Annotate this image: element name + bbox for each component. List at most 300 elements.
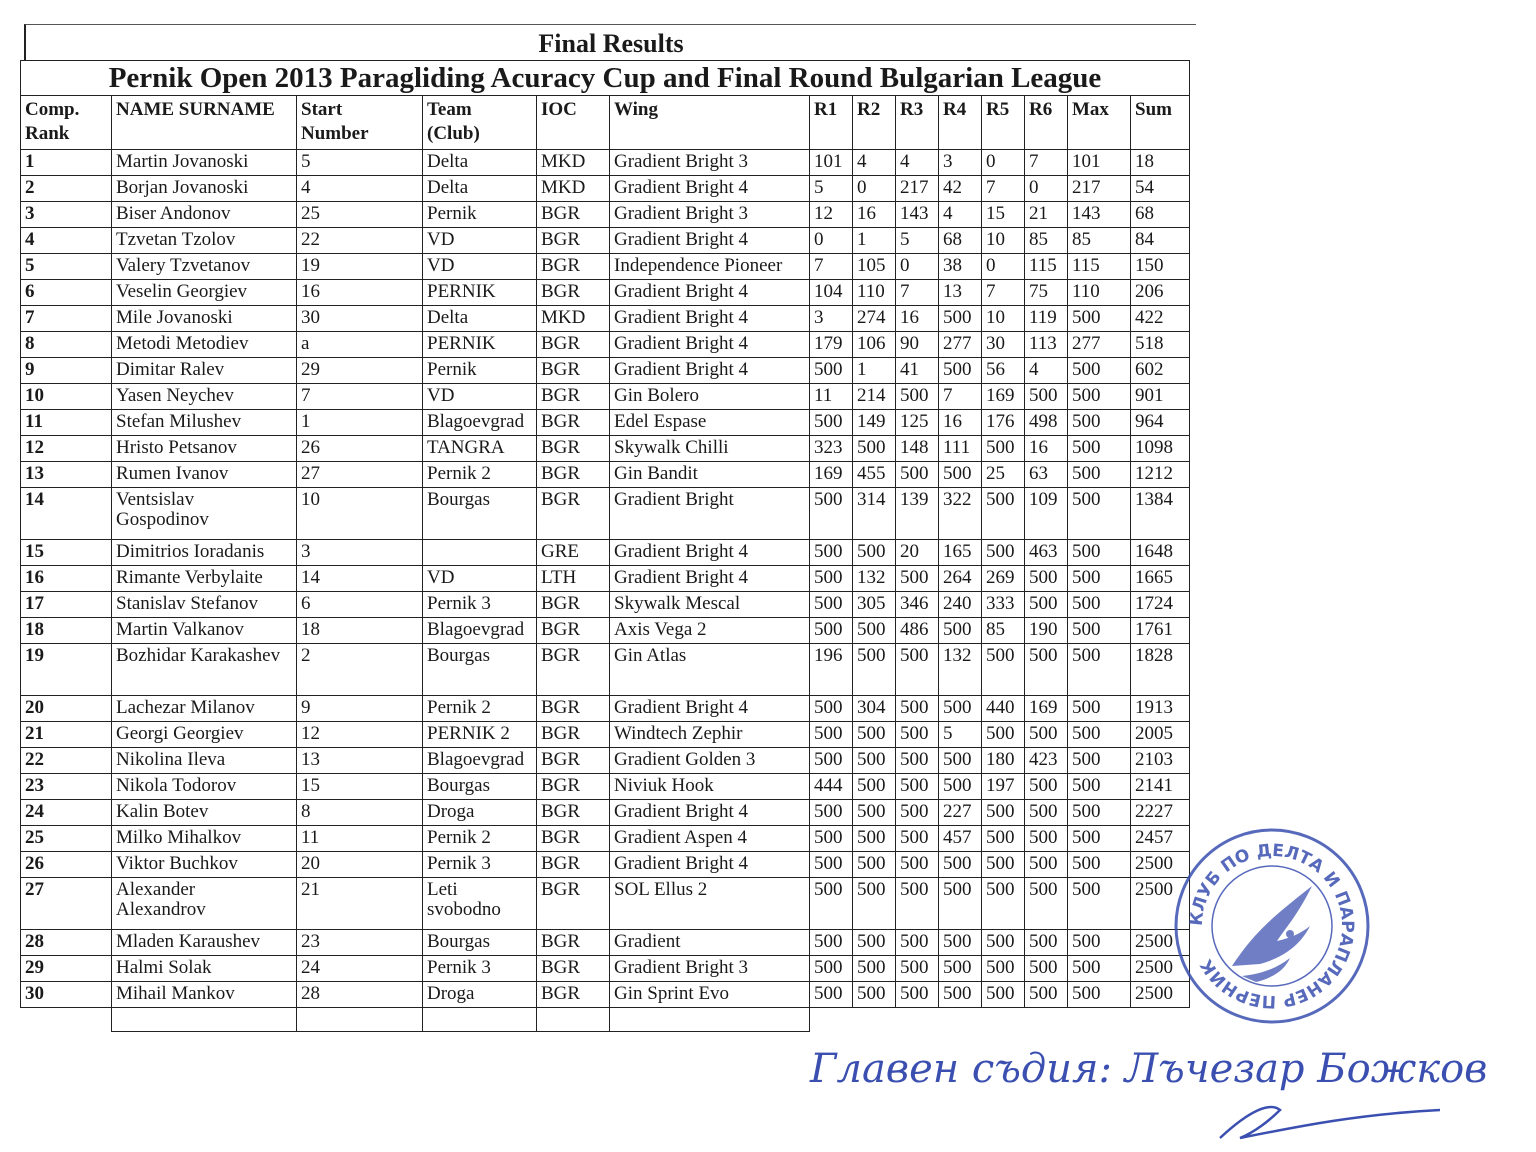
max-cell: 500 [1068,878,1131,930]
round-5-cell: 180 [982,748,1025,774]
round-3-cell: 500 [896,956,939,982]
max-cell: 500 [1068,930,1131,956]
round-4-cell: 322 [939,488,982,540]
pilot-name-cell: Stanislav Stefanov [112,592,297,618]
pilot-name-cell: Martin Valkanov [112,618,297,644]
start-number-cell: 3 [297,540,423,566]
wing-cell: Gradient Bright 4 [610,332,810,358]
table-row [21,228,1190,254]
ioc-cell: BGR [537,852,610,878]
round-4-cell: 500 [939,462,982,488]
round-2-cell: 1 [853,358,896,384]
rank-cell: 5 [21,254,112,280]
empty-cell [21,1008,112,1032]
round-1-cell: 12 [810,202,853,228]
wing-cell: Gradient [610,930,810,956]
pilot-name-cell: Mihail Mankov [112,982,297,1008]
pilot-name-cell: Dimitrios Ioradanis [112,540,297,566]
header-name: NAME SURNAME [112,96,297,150]
pilot-name-cell: Tzvetan Tzolov [112,228,297,254]
round-5-cell: 500 [982,826,1025,852]
round-6-cell: 113 [1025,332,1068,358]
pilot-name-cell: Mile Jovanoski [112,306,297,332]
table-row [21,488,1190,540]
round-1-cell: 169 [810,462,853,488]
round-6-cell: 500 [1025,722,1068,748]
sum-cell: 2500 [1131,982,1190,1008]
round-6-cell: 21 [1025,202,1068,228]
team-cell: VD [423,254,537,280]
round-1-cell: 500 [810,800,853,826]
round-2-cell: 500 [853,436,896,462]
round-5-cell: 500 [982,930,1025,956]
team-cell [423,540,537,566]
round-3-cell: 500 [896,696,939,722]
sum-cell: 18 [1131,150,1190,176]
round-2-cell: 500 [853,878,896,930]
header-r6: R6 [1025,96,1068,150]
pilot-name-cell: Metodi Metodiev [112,332,297,358]
round-1-cell: 500 [810,696,853,722]
start-number-cell: 2 [297,644,423,696]
table-row [21,540,1190,566]
ioc-cell: BGR [537,748,610,774]
round-5-cell: 500 [982,540,1025,566]
table-row [21,618,1190,644]
round-3-cell: 90 [896,332,939,358]
ioc-cell: BGR [537,774,610,800]
wing-cell: Gradient Bright [610,488,810,540]
team-cell: Droga [423,982,537,1008]
ioc-cell: BGR [537,410,610,436]
round-2-cell: 500 [853,644,896,696]
ioc-cell: BGR [537,358,610,384]
round-6-cell: 500 [1025,774,1068,800]
rank-cell: 22 [21,748,112,774]
start-number-cell: 13 [297,748,423,774]
round-6-cell: 500 [1025,930,1068,956]
team-cell: VD [423,566,537,592]
max-cell: 217 [1068,176,1131,202]
round-6-cell: 423 [1025,748,1068,774]
round-3-cell: 500 [896,384,939,410]
sum-cell: 1648 [1131,540,1190,566]
round-3-cell: 4 [896,150,939,176]
wing-cell: Independence Pioneer [610,254,810,280]
sum-cell: 1212 [1131,462,1190,488]
round-4-cell: 500 [939,696,982,722]
round-4-cell: 500 [939,306,982,332]
round-6-cell: 500 [1025,384,1068,410]
rank-cell: 2 [21,176,112,202]
round-1-cell: 323 [810,436,853,462]
start-number-cell: 8 [297,800,423,826]
team-cell: Droga [423,800,537,826]
table-row [21,176,1190,202]
round-2-cell: 110 [853,280,896,306]
round-5-cell: 500 [982,644,1025,696]
wing-cell: Gradient Bright 4 [610,852,810,878]
table-row [21,774,1190,800]
round-2-cell: 500 [853,748,896,774]
round-5-cell: 500 [982,800,1025,826]
round-3-cell: 500 [896,462,939,488]
pilot-name-cell: Borjan Jovanoski [112,176,297,202]
round-2-cell: 500 [853,722,896,748]
pilot-name-cell: Alexander Alexandrov [112,878,297,930]
wing-cell: Gradient Bright 4 [610,800,810,826]
max-cell: 500 [1068,358,1131,384]
round-5-cell: 10 [982,306,1025,332]
round-5-cell: 500 [982,436,1025,462]
pilot-name-cell: Valery Tzvetanov [112,254,297,280]
pilot-name-cell: Rimante Verbylaite [112,566,297,592]
start-number-cell: 1 [297,410,423,436]
team-cell: Pernik [423,202,537,228]
round-3-cell: 500 [896,722,939,748]
max-cell: 500 [1068,618,1131,644]
team-cell: Pernik 3 [423,956,537,982]
pilot-name-cell: Stefan Milushev [112,410,297,436]
rank-cell: 15 [21,540,112,566]
table-row [21,878,1190,930]
start-number-cell: 19 [297,254,423,280]
round-4-cell: 500 [939,878,982,930]
round-4-cell: 165 [939,540,982,566]
round-5-cell: 333 [982,592,1025,618]
table-row [21,930,1190,956]
max-cell: 500 [1068,722,1131,748]
wing-cell: Gradient Bright 4 [610,280,810,306]
round-5-cell: 7 [982,176,1025,202]
sum-cell: 2457 [1131,826,1190,852]
round-3-cell: 143 [896,202,939,228]
round-1-cell: 500 [810,748,853,774]
wing-cell: Axis Vega 2 [610,618,810,644]
round-3-cell: 500 [896,644,939,696]
sum-cell: 2500 [1131,878,1190,930]
round-6-cell: 500 [1025,592,1068,618]
max-cell: 143 [1068,202,1131,228]
round-5-cell: 500 [982,982,1025,1008]
rank-cell: 18 [21,618,112,644]
ioc-cell: BGR [537,436,610,462]
ioc-cell: BGR [537,332,610,358]
page-title: Final Results [24,24,1196,61]
ioc-cell: BGR [537,644,610,696]
round-4-cell: 500 [939,618,982,644]
start-number-cell: 6 [297,592,423,618]
round-5-cell: 500 [982,722,1025,748]
start-number-cell: 18 [297,618,423,644]
round-5-cell: 176 [982,410,1025,436]
start-number-cell: 9 [297,696,423,722]
table-row [21,202,1190,228]
round-6-cell: 16 [1025,436,1068,462]
start-number-cell: 7 [297,384,423,410]
table-row [21,410,1190,436]
max-cell: 110 [1068,280,1131,306]
round-2-cell: 4 [853,150,896,176]
max-cell: 500 [1068,800,1131,826]
header-sum: Sum [1131,96,1190,150]
rank-cell: 21 [21,722,112,748]
ioc-cell: BGR [537,826,610,852]
rank-cell: 14 [21,488,112,540]
signature-text: Главен съдия: Лъчезар Божков [810,1046,1488,1092]
start-number-cell: 14 [297,566,423,592]
rank-cell: 24 [21,800,112,826]
round-1-cell: 500 [810,488,853,540]
sum-cell: 206 [1131,280,1190,306]
round-6-cell: 500 [1025,644,1068,696]
round-3-cell: 500 [896,852,939,878]
start-number-cell: 15 [297,774,423,800]
round-1-cell: 500 [810,358,853,384]
sum-cell: 1384 [1131,488,1190,540]
rank-cell: 23 [21,774,112,800]
ioc-cell: BGR [537,956,610,982]
ioc-cell: BGR [537,722,610,748]
sum-cell: 901 [1131,384,1190,410]
round-1-cell: 500 [810,982,853,1008]
round-4-cell: 277 [939,332,982,358]
team-cell: VD [423,384,537,410]
start-number-cell: 23 [297,930,423,956]
round-6-cell: 498 [1025,410,1068,436]
round-5-cell: 30 [982,332,1025,358]
ioc-cell: BGR [537,800,610,826]
team-cell: Delta [423,176,537,202]
round-1-cell: 500 [810,722,853,748]
header-r3: R3 [896,96,939,150]
round-3-cell: 139 [896,488,939,540]
start-number-cell: a [297,332,423,358]
round-6-cell: 500 [1025,982,1068,1008]
wing-cell: Gradient Bright 3 [610,150,810,176]
round-1-cell: 5 [810,176,853,202]
table-row [21,306,1190,332]
round-6-cell: 500 [1025,878,1068,930]
empty-cell [423,1008,537,1032]
team-cell: Pernik 2 [423,826,537,852]
round-3-cell: 500 [896,826,939,852]
rank-cell: 9 [21,358,112,384]
pilot-name-cell: Martin Jovanoski [112,150,297,176]
ioc-cell: BGR [537,930,610,956]
round-2-cell: 500 [853,982,896,1008]
table-row [21,748,1190,774]
wing-cell: Gradient Bright 4 [610,228,810,254]
team-cell: Blagoevgrad [423,410,537,436]
max-cell: 500 [1068,436,1131,462]
round-2-cell: 304 [853,696,896,722]
sum-cell: 2103 [1131,748,1190,774]
round-1-cell: 11 [810,384,853,410]
round-4-cell: 500 [939,930,982,956]
round-2-cell: 149 [853,410,896,436]
eagle-icon [1232,886,1312,982]
round-6-cell: 109 [1025,488,1068,540]
max-cell: 500 [1068,696,1131,722]
header-wing: Wing [610,96,810,150]
round-6-cell: 500 [1025,800,1068,826]
start-number-cell: 10 [297,488,423,540]
round-4-cell: 16 [939,410,982,436]
round-5-cell: 500 [982,852,1025,878]
round-2-cell: 500 [853,618,896,644]
round-2-cell: 214 [853,384,896,410]
table-row [21,280,1190,306]
team-cell: Delta [423,306,537,332]
header-team: Team (Club) [423,96,537,150]
round-2-cell: 500 [853,956,896,982]
start-number-cell: 28 [297,982,423,1008]
round-3-cell: 0 [896,254,939,280]
team-cell: Blagoevgrad [423,748,537,774]
wing-cell: Gradient Bright 3 [610,956,810,982]
header-row [21,96,1190,150]
round-1-cell: 500 [810,566,853,592]
header-start-number: Start Number [297,96,423,150]
start-number-cell: 12 [297,722,423,748]
pilot-name-cell: Ventsislav Gospodinov [112,488,297,540]
wing-cell: Gradient Golden 3 [610,748,810,774]
wing-cell: Gradient Bright 4 [610,566,810,592]
round-6-cell: 190 [1025,618,1068,644]
round-1-cell: 500 [810,930,853,956]
start-number-cell: 5 [297,150,423,176]
max-cell: 500 [1068,462,1131,488]
rank-cell: 20 [21,696,112,722]
round-6-cell: 500 [1025,852,1068,878]
round-1-cell: 101 [810,150,853,176]
max-cell: 500 [1068,644,1131,696]
round-1-cell: 500 [810,410,853,436]
round-4-cell: 500 [939,774,982,800]
round-4-cell: 132 [939,644,982,696]
header-r2: R2 [853,96,896,150]
round-6-cell: 4 [1025,358,1068,384]
rank-cell: 4 [21,228,112,254]
round-4-cell: 38 [939,254,982,280]
wing-cell: Gradient Bright 4 [610,540,810,566]
round-2-cell: 314 [853,488,896,540]
pilot-name-cell: Rumen Ivanov [112,462,297,488]
max-cell: 500 [1068,566,1131,592]
round-4-cell: 68 [939,228,982,254]
round-6-cell: 115 [1025,254,1068,280]
round-3-cell: 16 [896,306,939,332]
round-3-cell: 7 [896,280,939,306]
round-4-cell: 500 [939,982,982,1008]
rank-cell: 26 [21,852,112,878]
ioc-cell: BGR [537,488,610,540]
round-2-cell: 500 [853,826,896,852]
sum-cell: 84 [1131,228,1190,254]
cup-title: Pernik Open 2013 Paragliding Acuracy Cup and Final Round Bulgarian League [21,61,1190,96]
round-6-cell: 500 [1025,826,1068,852]
round-6-cell: 500 [1025,956,1068,982]
rank-cell: 8 [21,332,112,358]
start-number-cell: 21 [297,878,423,930]
round-5-cell: 15 [982,202,1025,228]
team-cell: Bourgas [423,644,537,696]
round-1-cell: 7 [810,254,853,280]
table-row [21,462,1190,488]
wing-cell: Gradient Bright 4 [610,696,810,722]
judge-signature [800,1010,1536,1152]
round-6-cell: 119 [1025,306,1068,332]
rank-cell: 28 [21,930,112,956]
club-stamp [1172,826,1372,1026]
team-cell: Bourgas [423,930,537,956]
ioc-cell: MKD [537,306,610,332]
round-4-cell: 42 [939,176,982,202]
round-5-cell: 56 [982,358,1025,384]
max-cell: 500 [1068,384,1131,410]
wing-cell: Gin Sprint Evo [610,982,810,1008]
team-cell: Bourgas [423,774,537,800]
table-row [21,384,1190,410]
ioc-cell: MKD [537,150,610,176]
table-row [21,982,1190,1008]
ioc-cell: GRE [537,540,610,566]
round-5-cell: 10 [982,228,1025,254]
wing-cell: Gradient Bright 4 [610,176,810,202]
max-cell: 115 [1068,254,1131,280]
sum-cell: 1913 [1131,696,1190,722]
max-cell: 500 [1068,774,1131,800]
round-2-cell: 500 [853,852,896,878]
round-6-cell: 500 [1025,566,1068,592]
table-row [21,852,1190,878]
sum-cell: 2227 [1131,800,1190,826]
header-ioc: IOC [537,96,610,150]
ioc-cell: BGR [537,592,610,618]
ioc-cell: MKD [537,176,610,202]
pilot-name-cell: Nikolina Ileva [112,748,297,774]
ioc-cell: BGR [537,254,610,280]
ioc-cell: BGR [537,878,610,930]
pilot-name-cell: Dimitar Ralev [112,358,297,384]
round-6-cell: 463 [1025,540,1068,566]
round-2-cell: 106 [853,332,896,358]
round-1-cell: 179 [810,332,853,358]
header-rank: Comp. Rank [21,96,112,150]
round-4-cell: 5 [939,722,982,748]
sum-cell: 68 [1131,202,1190,228]
rank-cell: 10 [21,384,112,410]
round-3-cell: 217 [896,176,939,202]
round-2-cell: 16 [853,202,896,228]
start-number-cell: 27 [297,462,423,488]
round-2-cell: 274 [853,306,896,332]
empty-cell [297,1008,423,1032]
round-3-cell: 500 [896,566,939,592]
rank-cell: 7 [21,306,112,332]
rank-cell: 11 [21,410,112,436]
round-4-cell: 13 [939,280,982,306]
empty-cell [112,1008,297,1032]
max-cell: 500 [1068,982,1131,1008]
round-2-cell: 455 [853,462,896,488]
table-row [21,254,1190,280]
table-row [21,332,1190,358]
sum-cell: 1665 [1131,566,1190,592]
pilot-name-cell: Yasen Neychev [112,384,297,410]
table-row [21,592,1190,618]
